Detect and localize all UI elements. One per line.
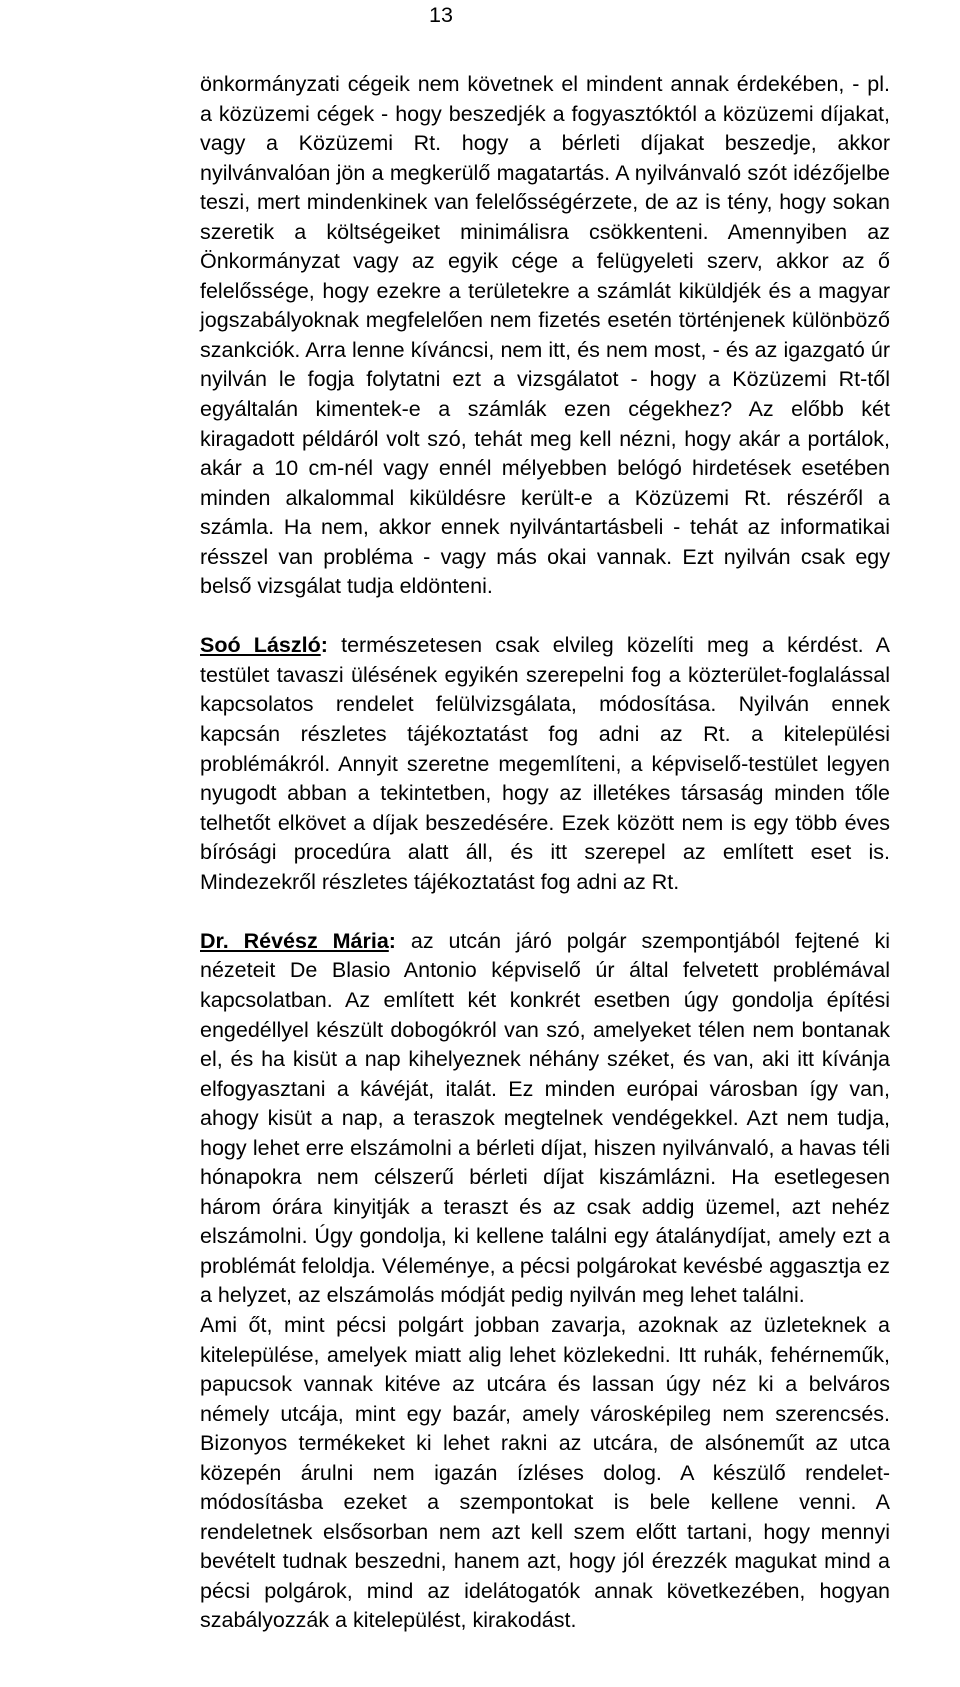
paragraph-text: Ami őt, mint pécsi polgárt jobban zavarja, azoknak az üzleteknek a kitelepülése, amelyek miatt alig lehet közlekedni. Itt ruhák, fehérneműk, papucsok vannak kitéve az utcára és lassan úgy néz ki a belváros némely utcája, mint egy bazár, amely városképileg nem szerencsés. Bizonyos termékeket ki lehet rakni az utcára, de alsóneműt az utca közepén árulni nem igazán ízléses dolog. A készülő rendelet-módosításba ezeket a szempontokat is bele kellene venni. A rendeletnek elsősorban nem azt kell szem előtt tartani, hogy mennyi bevételt tudnak beszedni, hanem azt, hogy jól érezzék magukat mind a pécsi polgárok, mind az idelátogatók annak következében, hogyan szabályozzák a kitelepülést, kirakodást. — [200, 1312, 890, 1633]
document-body — [200, 70, 890, 1636]
paragraph-revesz-maria — [200, 927, 890, 1311]
paragraph-text: önkormányzati cégeik nem követnek el mindent annak érdekében, - pl. a közüzemi cégek - hogy beszedjék a fogyasztóktól a közüzemi díjakat, vagy a Közüzemi Rt. hogy a bérleti díjakat beszedje, akkor nyilvánvalóan jön a megkerülő magatartás. A nyilvánvaló szót idézőjelbe teszi, mert mindenkinek van felelősségérzete, de az is tény, hogy sokan szeretik a költségeiket minimálisra csökkenteni. Amennyiben az Önkormányzat vagy az egyik cége a felügyeleti szerv, akkor az ő felelőssége, hogy ezekre a területekre a számlát kiküldjék és a magyar jogszabályoknak megfelelően nem fizetés esetén történjenek különböző szankciók. Arra lenne kíváncsi, nem itt, és nem most, - és az igazgató úr nyilván le fogja folytatni ezt a vizsgálatot - hogy a Közüzemi Rt-től egyáltalán kimentek-e a számlák ezen cégekhez? Az előbb két kiragadott példáról volt szó, tehát meg kell nézni, hogy akár a portálok, akár a 10 cm-nél vagy ennél mélyebben belógó hirdetések esetében minden alkalommal kiküldésre került-e a Közüzemi Rt. részéről a számla. Ha nem, akkor ennek nyilvántartásbeli - tehát az informatikai résszel van probléma - vagy más okai vannak. Ezt nyilván csak egy belső vizsgálat tudja eldönteni. — [200, 72, 890, 599]
paragraph-text: az utcán járó polgár szempontjából fejtené ki nézeteit De Blasio Antonio képviselő úr által felvetett problémával kapcsolatban. Az említett két konkrét esetben úgy gondolja építési engedéllyel készült dobogókról van szó, amelyeket télen nem bontanak el, és ha kisüt a nap kihelyeznek néhány széket, és van, aki itt kívánja elfogyasztani a kávéját, italát. Ez minden európai városban így van, ahogy kisüt a nap, a teraszok megtelnek vendégekkel. Azt nem tudja, hogy lehet erre elszámolni a bérleti díjat, hiszen nyilvánvaló, a havas téli hónapokra nem célszerű bérleti díjat kiszámlázni. Ha esetlegesen három órára kinyitják a teraszt és az csak addig üzemel, azt nehéz elszámolni. Úgy gondolja, ki kellene találni egy átalánydíjat, amely ezt a problémát feloldja. Véleménye, a pécsi polgárokat kevésbé aggasztja ez a helyzet, az elszámolás módját pedig nyilván meg lehet találni. — [200, 928, 890, 1308]
page-number: 13 — [429, 3, 453, 27]
speaker-name: Dr. Révész Mária — [200, 928, 389, 953]
paragraph-soo-laszlo — [200, 631, 890, 897]
paragraph-text: természetesen csak elvileg közelíti meg a kérdést. A testület tavaszi ülésének egyikén szerepelni fog a közterület-foglalással kapcsolatos rendelet felülvizsgálata, módosítása. Nyilván ennek kapcsán részletes tájékoztatást fog adni az Rt. a kitelepülési problémákról. Annyit szeretne megemlíteni, a képviselő-testület legyen nyugodt abban a tekintetben, hogy az illetékes társaság minden tőle telhetőt elkövet a díjak beszedésére. Ezek között nem is egy több éves bírósági procedúra alatt áll, és itt szerepel az említett eset is. Mindezekről részletes tájékoztatást fog adni az Rt. — [200, 633, 890, 894]
speaker-colon: : — [320, 633, 328, 658]
speaker-name: Soó László — [200, 633, 321, 658]
speaker-colon: : — [388, 928, 396, 953]
paragraph-continuation — [200, 70, 890, 602]
paragraph-revesz-maria-continued — [200, 1311, 890, 1636]
